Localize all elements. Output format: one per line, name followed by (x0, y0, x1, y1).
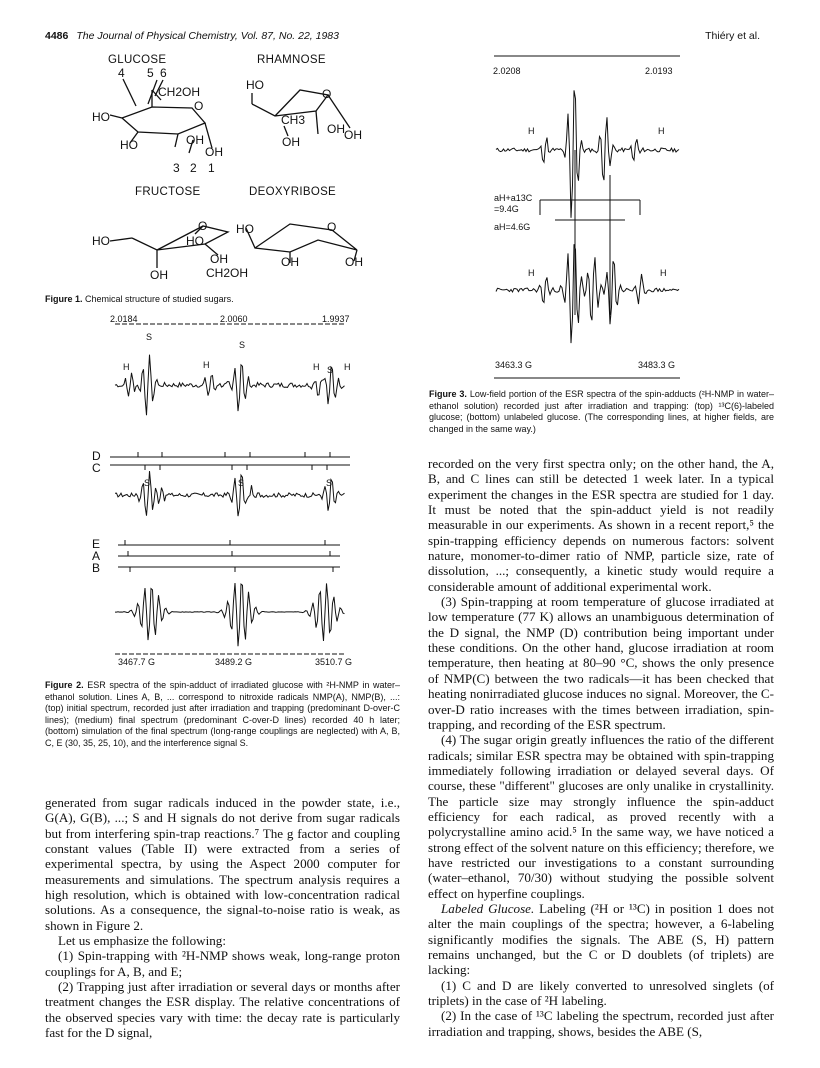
atom-ho: HO (236, 222, 254, 236)
field-value-3: 3510.7 G (315, 657, 353, 667)
atom-ho: HO (120, 138, 138, 152)
atom-1: 1 (208, 161, 215, 175)
h-marker: H (203, 360, 210, 370)
coupling-label-1: aH+a13C =9.4G (494, 193, 533, 214)
label-rhamnose: RHAMNOSE (257, 54, 326, 66)
paragraph-text: Labeling (²H or ¹³C) in position 1 does not alter the main couplings of the spectra; however, a 6-labeling significantly modifies the signals. The ABE (S, H) pattern remains unchanged, but the C or D doublets (of triplets) are lacking: (428, 900, 774, 978)
paragraph: generated from sugar radicals induced in the powder state, i.e., G(A), G(B), ...; S and H signals do not derive from sugar radicals but from interfering spin-trap reactions.⁷ The g factor and coupling constant values (Table II) were extracted from a series of experimental spectra, by using the Aspect 2000 computer for measurements and simulations. The spectrum analysis requires a high resolution, which is obtained with low-concentration radical solutions. As a consequence, the signal-to-noise ratio is weak, as shown in Figure 2. (45, 795, 400, 933)
atom-4: 4 (118, 66, 125, 80)
letter-b: B (92, 561, 101, 575)
paragraph: Let us emphasize the following: (58, 933, 226, 949)
g-value-1: 2.0208 (493, 66, 521, 76)
field-value-1: 3463.3 G (495, 360, 533, 370)
atom-o: O (194, 99, 204, 113)
field-value-2: 3483.3 G (638, 360, 676, 370)
paragraph: (4) The sugar origin greatly influences the ratio of the different radicals; similar ESR spectra may be obtained with spin-trapping immediately following irradiation or delayed several days. Of course, these "different" glucoses are only unalike in crystallinity. The particle size may strongly influence the spin-adduct efficiency for each radical, as proved recently with a polycrystalline amino acid.⁵ In the same way, we have noticed a strong effect of the solvent nature on this efficiency; therefore, we have restricted our investigations to a constant surrounding (water–ethanol, 70/30) without studying the possible solvent effect on hyperfine couplings. (428, 732, 775, 901)
atom-ch3: CH3 (281, 113, 306, 127)
paragraph: (1) C and D are likely converted to unresolved singlets (of triplets) in the case of ²H labeling. (428, 977, 774, 1009)
letter-d: D (92, 449, 101, 463)
g-value-2: 2.0060 (220, 314, 248, 324)
s-marker: S (327, 365, 334, 375)
label-glucose: GLUCOSE (108, 54, 167, 66)
atom-2: 2 (190, 161, 197, 175)
s-marker: S (144, 478, 151, 488)
atom-5: 5 (147, 66, 154, 80)
atom-3: 3 (173, 161, 180, 175)
figure1-caption-text: Chemical structure of studied sugars. (85, 294, 234, 304)
coupling-label-2: aH=4.6G (494, 222, 531, 232)
left-column-text (45, 795, 400, 1041)
atom-ch2oh: CH2OH (158, 85, 201, 99)
h-marker: H (313, 362, 320, 372)
right-column-text (428, 456, 774, 1039)
paragraph (428, 901, 774, 978)
atom-o: O (198, 219, 208, 233)
page-number: 4486 (45, 30, 69, 42)
h-marker: H (123, 362, 130, 372)
letter-a: A (92, 549, 101, 563)
figure3-spectra (0, 0, 800, 420)
s-marker: S (326, 478, 333, 488)
atom-oh: OH (150, 268, 168, 282)
paragraph: (1) Spin-trapping with ²H-NMP shows weak, long-range proton couplings for A, B, and E; (45, 948, 400, 979)
g-value-2: 2.0193 (645, 66, 673, 76)
stick-lines-dc (110, 452, 350, 470)
figure2-caption-text: ESR spectra of the spin-adduct of irradiated glucose with ²H-NMP in water–ethanol solution. Lines A, B, ... correspond to nitroxide radicals NMP(A), NMP(B), ...: (top) initial spectrum, recorded just after irradiation and trapping (predominant D-over-C lines); (medium) final spectrum (predominant C-over-D lines) recorded 40 h later; (bottom) simulation of the final spectrum (long-range couplings are neglected) with A, B, C, E (30, 35, 25, 10), and the interference signal S. (45, 680, 400, 748)
atom-oh: OH (186, 133, 204, 147)
paragraph: (2) In the case of ¹³C labeling the spectrum, recorded just after irradiation and trapping, shows, besides the ABE (S, (428, 1008, 774, 1039)
atom-oh: OH (281, 255, 299, 269)
s-marker: S (239, 340, 246, 350)
atom-ho: HO (186, 234, 204, 248)
field-value-1: 3467.7 G (118, 657, 156, 667)
paragraph: (2) Trapping just after irradiation or several days or months after treatment changes the ESR display. The relative concentrations of the observed species vary with time: the decay rate is particularly fast for the D signal, (45, 979, 400, 1041)
stick-lines-eab (118, 540, 340, 572)
atom-oh: OH (345, 255, 363, 269)
spectrum-simulated (115, 583, 345, 646)
figure1-caption-label: Figure 1. (45, 294, 83, 304)
figure2-caption-label: Figure 2. (45, 680, 84, 690)
figure3-caption-text: Low-field portion of the ESR spectra of the spin-adducts (²H-NMP in water–ethanol solution) recorded just after irradiation and trapping: (top) ¹³C(6)-labeled glucose; (bottom) unlabeled glucose. (The corresponding lines, at higher fields, are changed in the same way.) (429, 389, 774, 434)
h-marker: H (528, 126, 535, 136)
h-marker: H (660, 268, 667, 278)
figure2-caption (45, 680, 400, 750)
atom-oh: OH (327, 122, 345, 136)
paragraph: (3) Spin-trapping at room temperature of glucose irradiated at low temperature (77 K) allows an unambiguous determination of the D signal, the NMP (D) contribution being important under these conditions. On the other hand, glucose irradiation at room temperature, then heating at 80–90 °C, shows the only presence of NMP(C) between the two radicals—it has been checked that heating nonirradiated glucose induces no signal. Moreover, the C-over-D ratio increases with the times between irradiation, spin-trapping, and recording of the ESR spectrum. (428, 594, 774, 732)
atom-oh: OH (282, 135, 300, 149)
field-value-2: 3489.2 G (215, 657, 253, 667)
atom-o: O (322, 87, 332, 101)
h-marker: H (658, 126, 665, 136)
atom-ho: HO (246, 78, 264, 92)
g-value-3: 1.9937 (322, 314, 350, 324)
spectrum-unlabeled (496, 244, 679, 343)
subheading-labeled-glucose: Labeled Glucose. (441, 900, 535, 916)
atom-ho: HO (92, 234, 110, 248)
atom-ho: HO (92, 110, 110, 124)
atom-o: O (327, 220, 337, 234)
letter-e: E (92, 537, 101, 551)
atom-oh: OH (344, 128, 362, 142)
g-value-1: 2.0184 (110, 314, 138, 324)
label-deoxyribose: DEOXYRIBOSE (249, 186, 337, 198)
h-marker: H (528, 268, 535, 278)
letter-c: C (92, 461, 101, 475)
h-marker: H (344, 362, 351, 372)
atom-ch2oh: CH2OH (206, 266, 249, 280)
header-authors: Thiéry et al. (705, 30, 760, 42)
journal-name: The Journal of Physical Chemistry, Vol. 87, No. 22, 1983 (76, 30, 339, 42)
figure3-caption (429, 389, 774, 435)
paragraph: recorded on the very first spectra only; on the other hand, the A, B, and C lines can still be detected 1 week later. In a typical experiment the changes in the ESR spectra are studied for 1 day. It must be noted that the spin-adduct yield is not readily measurable in our experiments. As shown in a recent report,⁵ the spin-trapping efficiency depends on numerous factors: solvent nature, monomer-to-dimer ratio of NMP, particle size, rate of dissolution, ...; consequently, a kinetic study would require a considerable amount of additional experimental work. (428, 456, 774, 594)
label-fructose: FRUCTOSE (135, 186, 201, 198)
s-marker: S (146, 332, 153, 342)
figure3-caption-label: Figure 3. (429, 389, 467, 399)
atom-6: 6 (160, 66, 167, 80)
atom-oh: OH (210, 252, 228, 266)
atom-oh: OH (205, 145, 223, 159)
s-marker: S (238, 478, 245, 488)
